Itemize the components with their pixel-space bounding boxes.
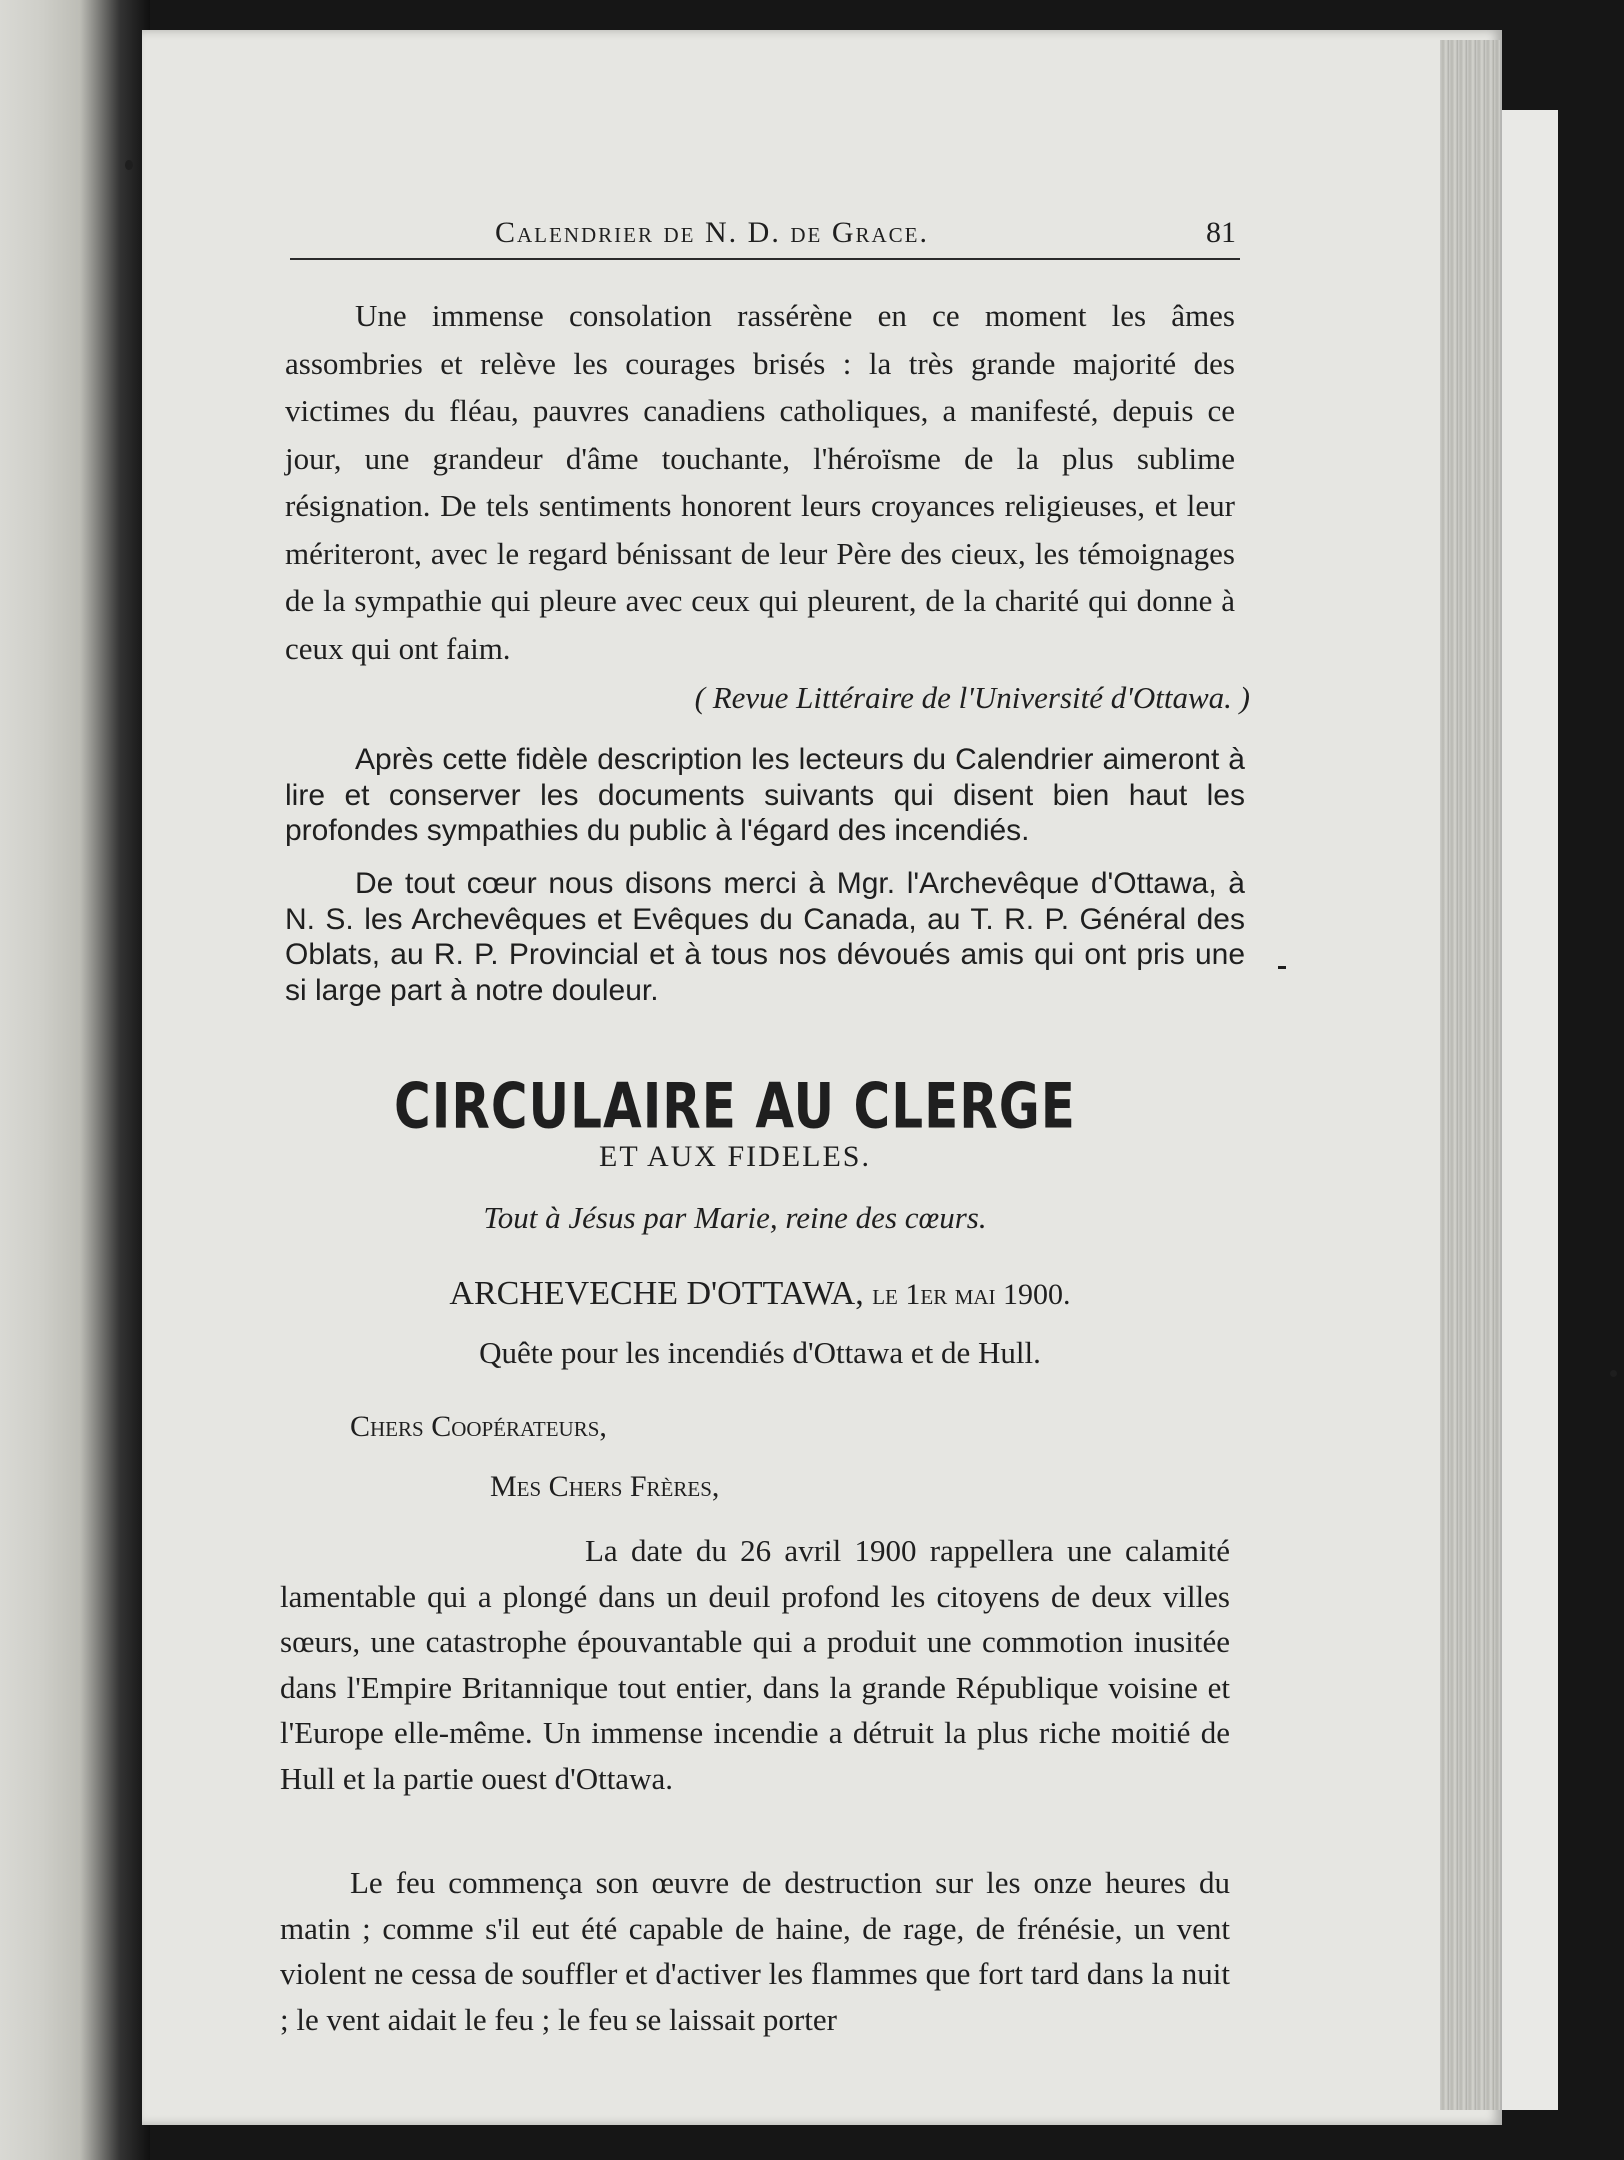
circular-paragraph-2: Le feu commença son œuvre de destruction sur les onze heures du matin ; comme s'il eut été capable de haine, de rage, de frénésie, un vent violent ne cessa de souffler et d'activer les flammes que fort tard dans la nuit ; le vent aidait le feu ; le feu se laissait porter xyxy=(280,1865,1230,2037)
dateline-place: ARCHEVECHE D'OTTAWA, xyxy=(449,1275,864,1312)
next-page-edge xyxy=(1500,110,1558,2110)
paragraph-consolation: Une immense consolation rassérène en ce moment les âmes assombries et relève les courages brisés : la très grande majorité des victimes du fléau, pauvres canadiens catholiques, a manifesté, depuis ce jour, une grandeur d'âme touchante, l'héroïsme de la plus sublime résignation. De tels sentiments honorent leurs croyances religieuses, et leur mériteront, avec le regard bénissant de leur Père des cieux, les témoignages de la sympathie qui pleure avec ceux qui pleurent, de la charité qui donne à ceux qui ont faim. xyxy=(285,298,1235,666)
motto: Tout à Jésus par Marie, reine des cœurs. xyxy=(483,1200,987,1235)
ink-speck xyxy=(1278,966,1286,969)
ink-speck xyxy=(1610,1370,1617,1377)
circular-subtitle: ET AUX FIDELES. xyxy=(599,1140,871,1173)
page-header xyxy=(290,212,1240,260)
collection-notice: Quête pour les incendiés d'Ottawa et de Hull. xyxy=(479,1335,1041,1370)
salutation-cooperators: Chers Coopérateurs, xyxy=(350,1410,607,1443)
dateline-date: le 1er mai 1900. xyxy=(872,1278,1071,1311)
ink-speck xyxy=(125,160,133,170)
paragraph-intro-1: Après cette fidèle description les lecteurs du Calendrier aimeront à lire et conserver les documents suivants qui disent bien haut les profondes sympathies du public à l'égard des incendiés. xyxy=(285,743,1245,847)
circular-paragraph-1: La date du 26 avril 1900 rappellera une calamité lamentable qui a plongé dans un deuil profond les citoyens de deux villes sœurs, une catastrophe épouvantable qui a produit une commotion inusitée dans l'Empire Britannique tout entier, dans la grande République voisine et l'Europe elle-même. Un immense incendie a détruit la plus riche moitié de Hull et la partie ouest d'Ottawa. xyxy=(280,1533,1230,1796)
previous-page-edge xyxy=(0,0,150,2160)
page-number: 81 xyxy=(1206,216,1236,249)
salutation-brothers: Mes Chers Frères, xyxy=(490,1470,720,1503)
circular-title: CIRCULAIRE AU CLERGE xyxy=(394,1070,1076,1143)
running-head: Calendrier de N. D. de Grace. xyxy=(495,216,929,249)
page-block-edge xyxy=(1440,40,1500,2110)
citation: ( Revue Littéraire de l'Université d'Ottawa. ) xyxy=(694,680,1250,715)
paragraph-intro-2: De tout cœur nous disons merci à Mgr. l'Archevêque d'Ottawa, à N. S. les Archevêques et Evêques du Canada, au T. R. P. Général des Oblats, au R. P. Provincial et à tous nos dévoués amis qui ont pris une si large part à notre douleur. xyxy=(285,867,1245,1007)
dateline xyxy=(280,1275,1240,1313)
